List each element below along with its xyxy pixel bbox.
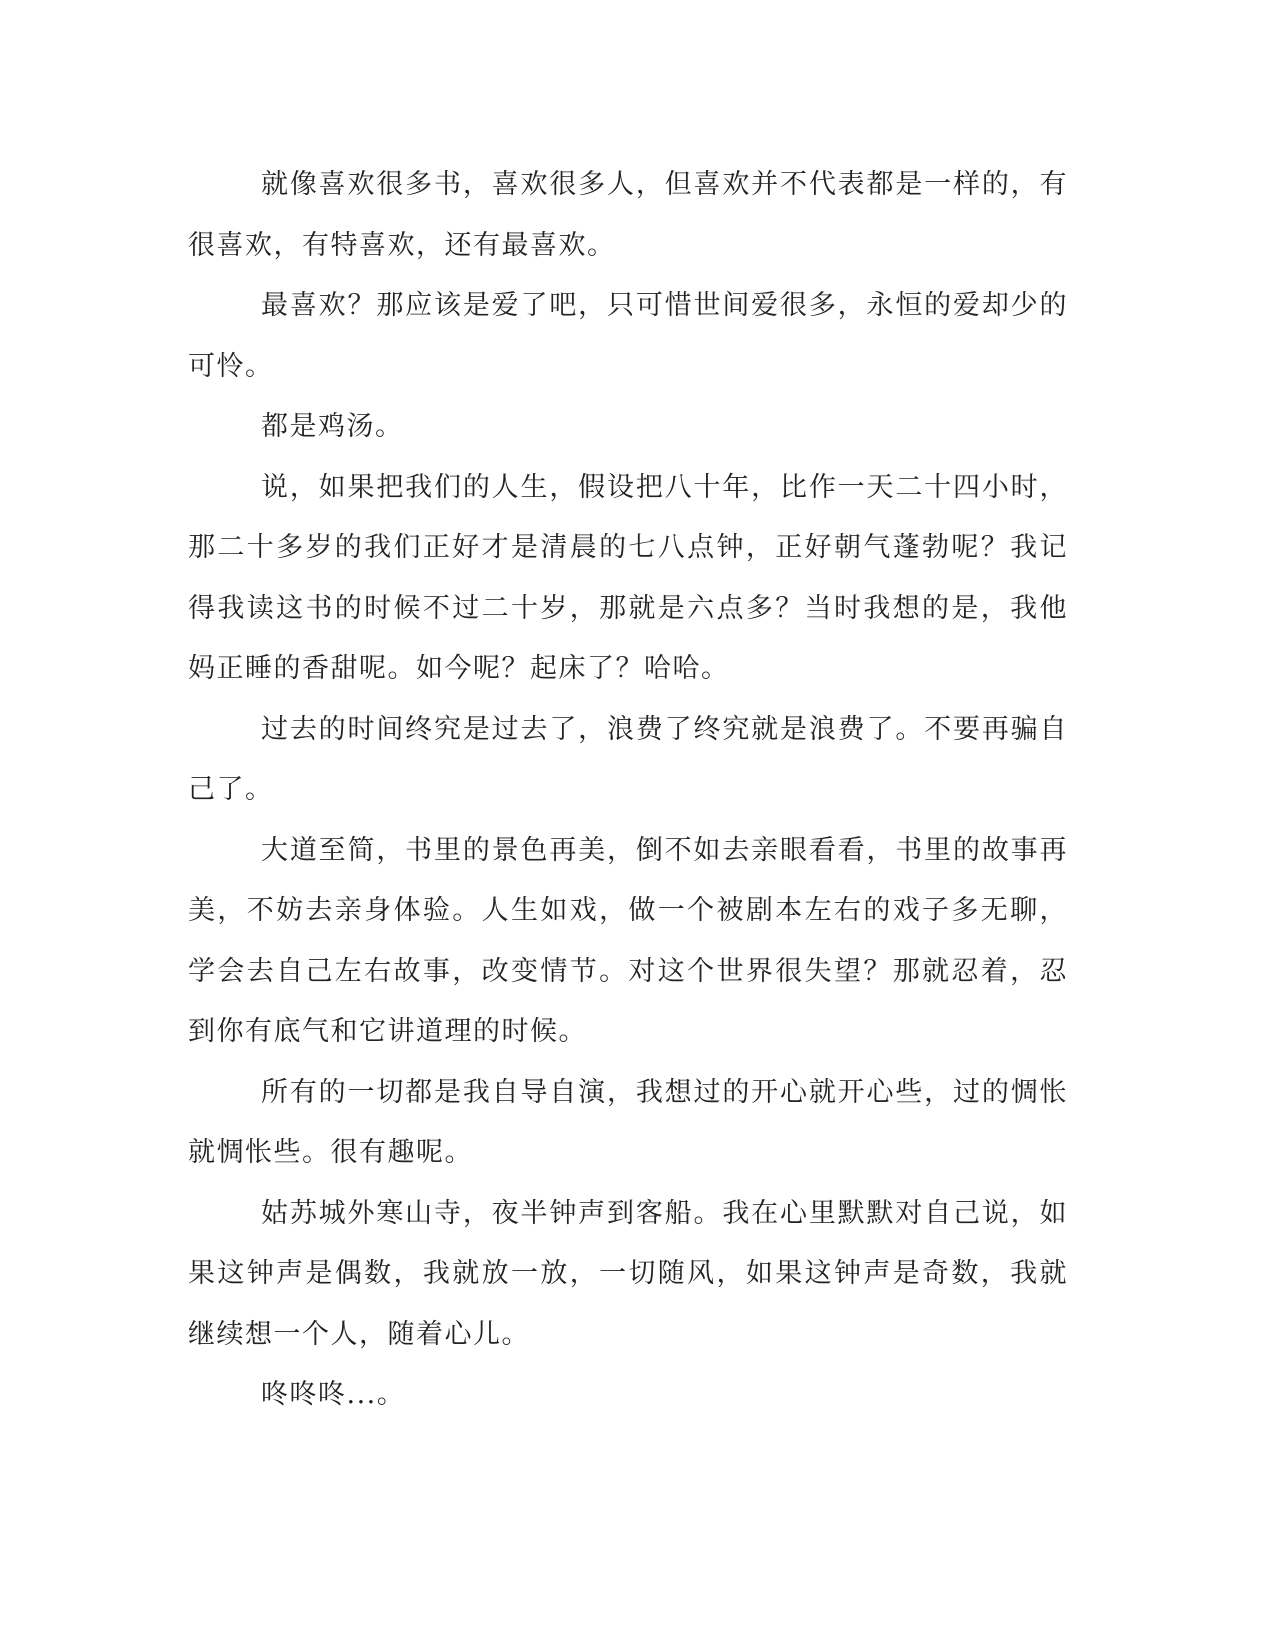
paragraph-line: 到你有底气和它讲道理的时候。 <box>188 1016 587 1047</box>
paragraph-line: 就像喜欢很多书，喜欢很多人，但喜欢并不代表都是一样的，有 <box>261 169 1068 200</box>
paragraph-line: 大道至简，书里的景色再美，倒不如去亲眼看看，书里的故事再 <box>261 834 1068 866</box>
paragraph-3 <box>188 397 1068 458</box>
paragraph-line: 可怜。 <box>188 350 274 382</box>
paragraph-line: 己了。 <box>188 774 274 805</box>
paragraph-line: 很喜欢，有特喜欢，还有最喜欢。 <box>188 229 616 261</box>
paragraph-5 <box>188 700 1068 821</box>
paragraph-line: 咚咚咚...。 <box>261 1379 406 1410</box>
paragraph-8 <box>188 1184 1068 1366</box>
paragraph-line: 妈正睡的香甜呢。如今呢？起床了？哈哈。 <box>188 653 730 684</box>
document-body <box>188 155 1068 1426</box>
paragraph-line: 学会去自己左右故事，改变情节。对这个世界很失望？那就忍着，忍 <box>188 955 1068 987</box>
paragraph-line: 说，如果把我们的人生，假设把八十年，比作一天二十四小时， <box>261 471 1068 503</box>
paragraph-7 <box>188 1063 1068 1184</box>
paragraph-line: 都是鸡汤。 <box>261 411 404 442</box>
paragraph-line: 所有的一切都是我自导自演，我想过的开心就开心些，过的惆怅 <box>261 1076 1068 1108</box>
paragraph-6 <box>188 821 1068 1063</box>
paragraph-9 <box>188 1365 1068 1426</box>
paragraph-line: 就惆怅些。很有趣呢。 <box>188 1137 473 1168</box>
paragraph-line: 得我读这书的时候不过二十岁，那就是六点多？当时我想的是，我他 <box>188 592 1068 624</box>
paragraph-line: 果这钟声是偶数，我就放一放，一切随风，如果这钟声是奇数，我就 <box>188 1258 1068 1289</box>
paragraph-line: 那二十多岁的我们正好才是清晨的七八点钟，正好朝气蓬勃呢？我记 <box>188 532 1068 563</box>
paragraph-4 <box>188 458 1068 700</box>
paragraph-2 <box>188 276 1068 397</box>
paragraph-line: 美，不妨去亲身体验。人生如戏，做一个被剧本左右的戏子多无聊， <box>188 895 1068 926</box>
paragraph-line: 姑苏城外寒山寺，夜半钟声到客船。我在心里默默对自己说，如 <box>261 1197 1068 1229</box>
paragraph-line: 继续想一个人，随着心儿。 <box>188 1318 530 1350</box>
paragraph-1 <box>188 155 1068 276</box>
paragraph-line: 过去的时间终究是过去了，浪费了终究就是浪费了。不要再骗自 <box>261 713 1068 745</box>
paragraph-line: 最喜欢？那应该是爱了吧，只可惜世间爱很多，永恒的爱却少的 <box>261 290 1068 321</box>
